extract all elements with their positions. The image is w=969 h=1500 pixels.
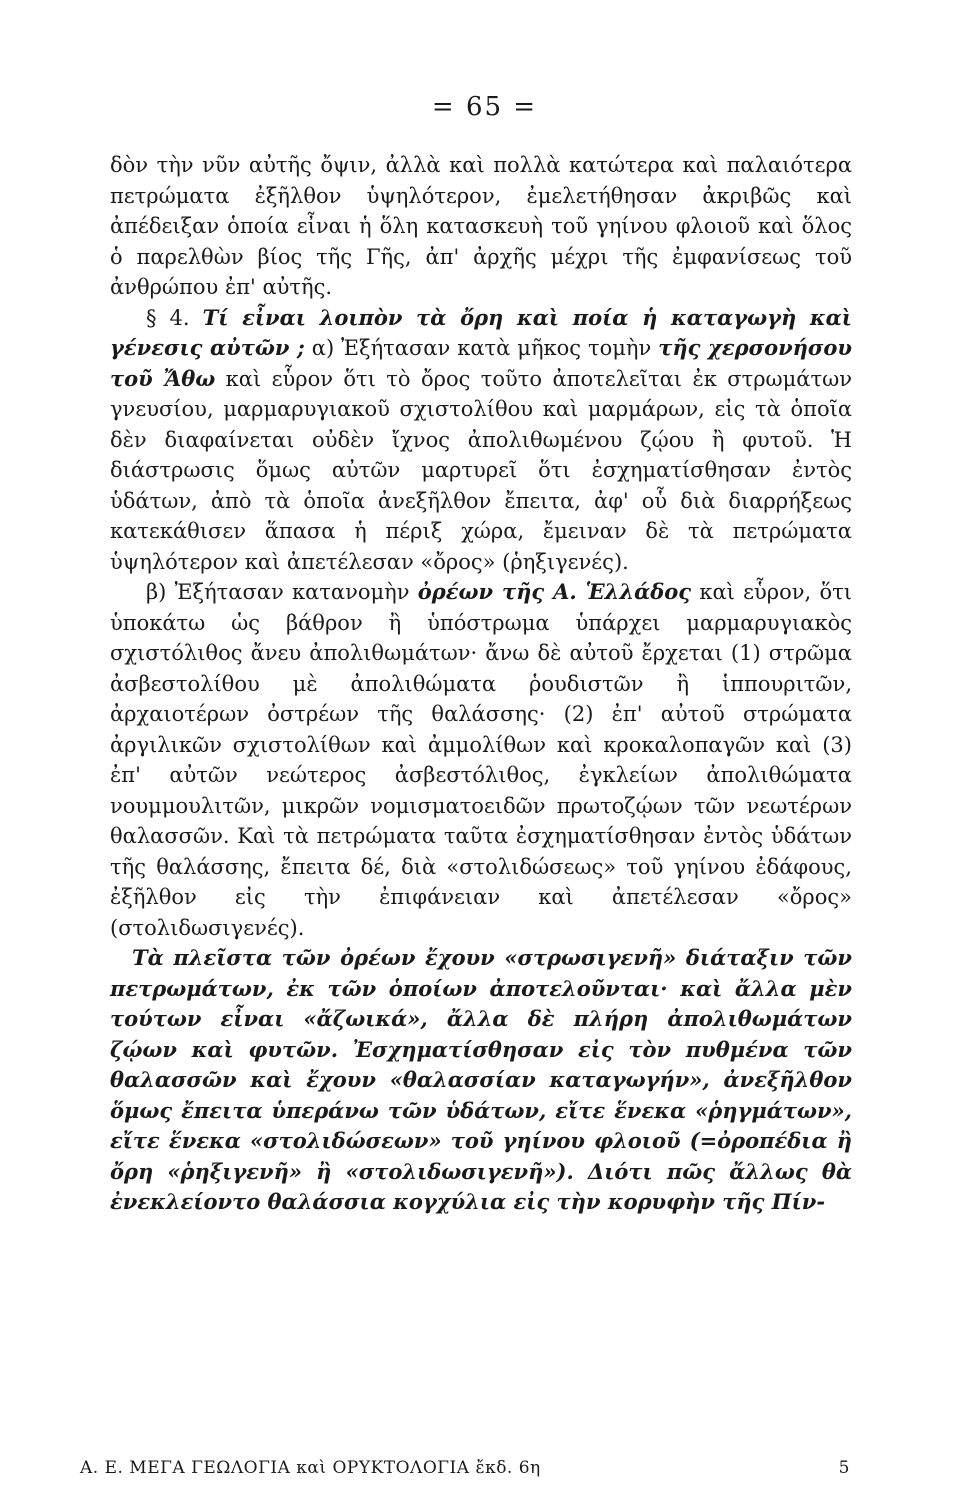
sheet-number: 5 [838, 1458, 850, 1478]
section-4-text-a: α) Ἐξήτασαν κατὰ μῆκος τομὴν [311, 336, 652, 360]
greek-mountains-term: ὀρέων τῆς Α. Ἑλλάδος [417, 579, 692, 604]
beta-text-a: β) Ἐξήτασαν κατανομὴν [146, 580, 410, 604]
beta-text-b: καὶ εὗρον, ὅτι ὑποκάτω ὡς βάθρον ἢ ὑπόστρωμα ὑπάρχει μαρμαρυγιακὸς σχιστόλιθος ἄνευ ἀπολιθωμάτων· ἄνω δὲ αὐτοῦ ἔρχεται (1) στρῶμα ἀσβεστολίθου μὲ ἀπολιθώματα ῥουδιστῶν ἢ ἱππουριτῶν, ἀρχαιοτέρων ὀστρέων τῆς θαλάσσης· (2) ἐπ' αὐτοῦ στρώματα ἀργιλικῶν σχιστολίθων καὶ ἀμμολίθων καὶ κροκαλοπαγῶν καὶ (3) ἐπ' αὐτῶν νεώτερος ἀσβεστόλιθος, ἐγκλείων ἀπολιθώματα νουμμουλιτῶν, μικρῶν νομισματοειδῶν πρωτοζῴων τῶν νεωτέρων θαλασσῶν. Καὶ τὰ πετρώματα ταῦτα ἐσχηματίσθησαν ἐντὸς ὑδάτων τῆς θαλάσσης, ἔπειτα δέ, διὰ «στολιδώσεως» τοῦ γηίνου ἐδάφους, ἐξῆλθον εἰς τὴν ἐπιφάνειαν καὶ ἀπετέλεσαν «ὄρος» (στολιδωσιγενές). [110, 580, 852, 940]
section-4-text-b: καὶ εὗρον ὅτι τὸ ὄρος τοῦτο ἀποτελεῖται ἐκ στρωμάτων γνευσίου, μαρμαρυγιακοῦ σχιστολίθου καὶ μαρμάρων, εἰς τὰ ὁποῖα δὲν διαφαίνεται οὐδὲν ἴχνος ἀπολιθωμένου ζῴου ἢ φυτοῦ. Ἡ διάστρωσις ὅμως αὐτῶν μαρτυρεῖ ὅτι ἐσχηματίσθησαν ἐντὸς ὑδάτων, ἀπὸ τὰ ὁποῖα ἀνεξῆλθον ἔπειτα, ἀφ' οὗ διὰ διαρρήξεως κατεκάθισεν ἅπασα ἡ πέριξ χώρα, ἔμειναν δὲ τὰ πετρώματα ὑψηλότερον καὶ ἀπετέλεσαν «ὄρος» (ῥηξιγενές). [110, 366, 853, 574]
section-4-paragraph [110, 303, 852, 578]
paragraph-beta [110, 577, 852, 943]
page-number: = 65 = [431, 92, 538, 122]
summary-paragraph: Τὰ πλεῖστα τῶν ὀρέων ἔχουν «στρωσιγενῆ» διάταξιν τῶν πετρωμάτων, ἐκ τῶν ὁποίων ἀποτελοῦνται· καὶ ἄλλα μὲν τούτων εἶναι «ἄζωικά», ἄλλα δὲ πλήρη ἀπολιθωμάτων ζῴων καὶ φυτῶν. Ἐσχηματίσθησαν εἰς τὸν πυθμένα τῶν θαλασσῶν καὶ ἔχουν «θαλασσίαν καταγωγήν», ἀνεξῆλθον ὅμως ἔπειτα ὑπεράνω τῶν ὑδάτων, εἴτε ἕνεκα «ῥηγμάτων», εἴτε ἕνεκα «στολιδώσεων» τοῦ γηίνου φλοιοῦ (=ὀροπέδια ἢ ὄρη «ῥηξιγενῆ» ἢ «στολιδωσιγενῆ»). Διότι πῶς ἄλλως θὰ ἐνεκλείοντο θαλάσσια κογχύλια εἰς τὴν κορυφὴν τῆς Πίν- [110, 945, 852, 1214]
section-question: Τί εἶναι λοιπὸν τὰ ὄρη καὶ ποία ἡ καταγωγὴ καὶ γένεσις αὐτῶν ; [110, 304, 852, 360]
athos-peninsula-term: τῆς χερσονήσου τοῦ Ἄθω [110, 335, 852, 391]
page-footer [80, 1458, 850, 1478]
paragraph-intro: δὸν τὴν νῦν αὐτῆς ὄψιν, ἀλλὰ καὶ πολλὰ κατώτερα καὶ παλαιότερα πετρώματα ἐξῆλθον ὑψηλότερον, ἐμελετήθησαν ἀκριβῶς καὶ ἀπέδειξαν ὁποία εἶναι ἡ ὅλη κατασκευὴ τοῦ γηίνου φλοιοῦ καὶ ὅλος ὁ παρελθὼν βίος τῆς Γῆς, ἀπ' ἀρχῆς μέχρι τῆς ἐμφανίσεως τοῦ ἀνθρώπου ἐπ' αὐτῆς. [110, 153, 852, 299]
footer-title: Α. Ε. ΜΕΓΑ ΓΕΩΛΟΓΙΑ καὶ ΟΡΥΚΤΟΛΟΓΙΑ ἔκδ. 6η [80, 1458, 541, 1478]
body-text [110, 150, 852, 1218]
section-mark: § 4. [146, 305, 190, 330]
